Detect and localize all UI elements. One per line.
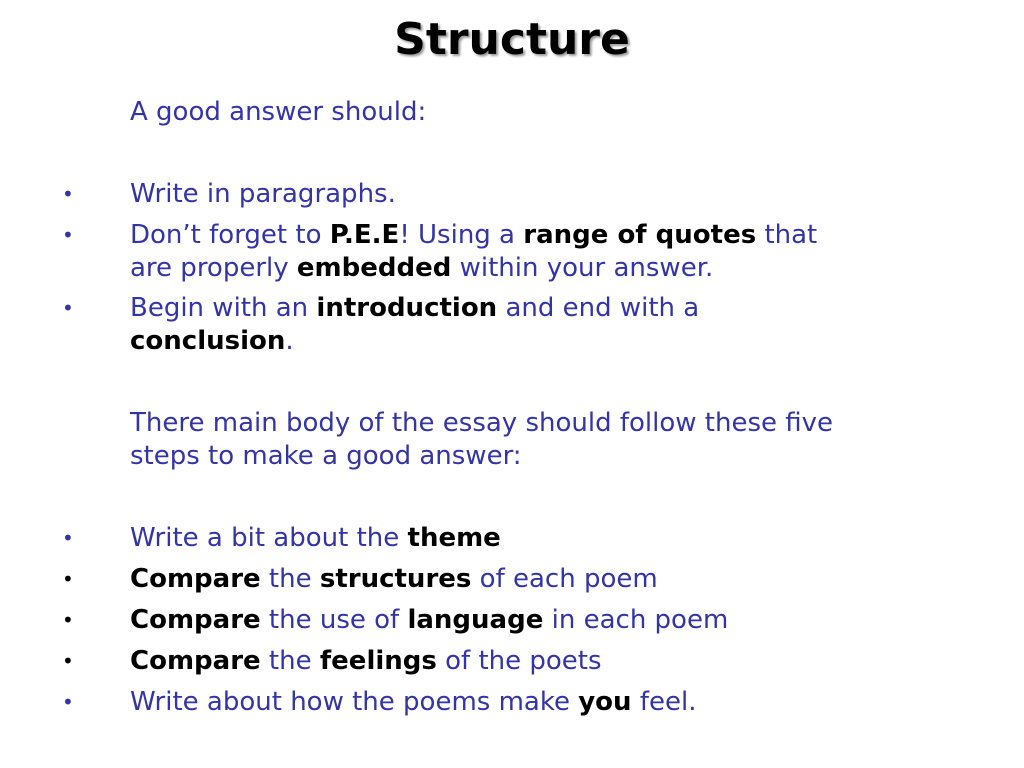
you-text-c: feel. (631, 687, 697, 717)
bullet-point: • (62, 567, 74, 591)
pee-text-d: Using a (409, 220, 524, 250)
conclusion-keyword: conclusion (130, 326, 286, 356)
lang-text-b: the use of (260, 605, 408, 635)
theme-keyword: theme (407, 523, 501, 553)
bullet-point: • (62, 690, 74, 714)
compare-keyword: Compare (130, 646, 261, 676)
bullet-point: • (62, 649, 74, 673)
step-feelings (130, 645, 990, 677)
bullet-point: • (62, 296, 74, 320)
list-item-pee-continued (130, 252, 990, 284)
list-item-begin-continued (130, 325, 990, 357)
struct-text-d: of each poem (471, 564, 658, 594)
step-language (130, 604, 990, 636)
list-item-paragraphs: Write in paragraphs. (130, 179, 396, 209)
body-text-line-1: There main body of the essay should follow these five (130, 408, 834, 438)
bullet-point: • (62, 223, 74, 247)
compare-keyword: Compare (130, 564, 261, 594)
begin2-text-b: . (285, 326, 294, 356)
range-of-quotes-keyword: range of quotes (523, 220, 757, 250)
bullet-point: • (62, 608, 74, 632)
bullet-point: • (62, 526, 74, 550)
feel-text-d: of the poets (436, 646, 602, 676)
step-theme (130, 522, 990, 554)
body-text-line-2: steps to make a good answer: (130, 441, 522, 471)
list-item-begin (130, 292, 990, 324)
begin-text-a: Begin with an (130, 293, 317, 323)
pee2-text-a: are properly (130, 253, 297, 283)
feelings-keyword: feelings (319, 646, 437, 676)
compare-keyword: Compare (130, 605, 261, 635)
theme-text-a: Write a bit about the (130, 523, 408, 553)
intro-text: A good answer should: (130, 97, 427, 127)
struct-text-b: the (260, 564, 320, 594)
slide-title: Structure (394, 14, 630, 65)
step-structures (130, 563, 990, 595)
pee-text-c: ! (399, 220, 410, 250)
pee2-text-c: within your answer. (451, 253, 714, 283)
introduction-keyword: introduction (316, 293, 498, 323)
pee-text-a: Don’t forget to (130, 220, 330, 250)
pee-keyword: P.E.E (329, 220, 400, 250)
begin-text-c: and end with a (497, 293, 700, 323)
feel-text-b: the (260, 646, 320, 676)
pee-text-f: that (756, 220, 818, 250)
you-keyword: you (578, 687, 632, 717)
embedded-keyword: embedded (296, 253, 452, 283)
structures-keyword: structures (319, 564, 472, 594)
lang-text-d: in each poem (543, 605, 729, 635)
you-text-a: Write about how the poems make (130, 687, 579, 717)
step-you-feel (130, 686, 990, 718)
language-keyword: language (407, 605, 544, 635)
bullet-point: • (62, 182, 74, 206)
list-item-pee (130, 219, 990, 251)
